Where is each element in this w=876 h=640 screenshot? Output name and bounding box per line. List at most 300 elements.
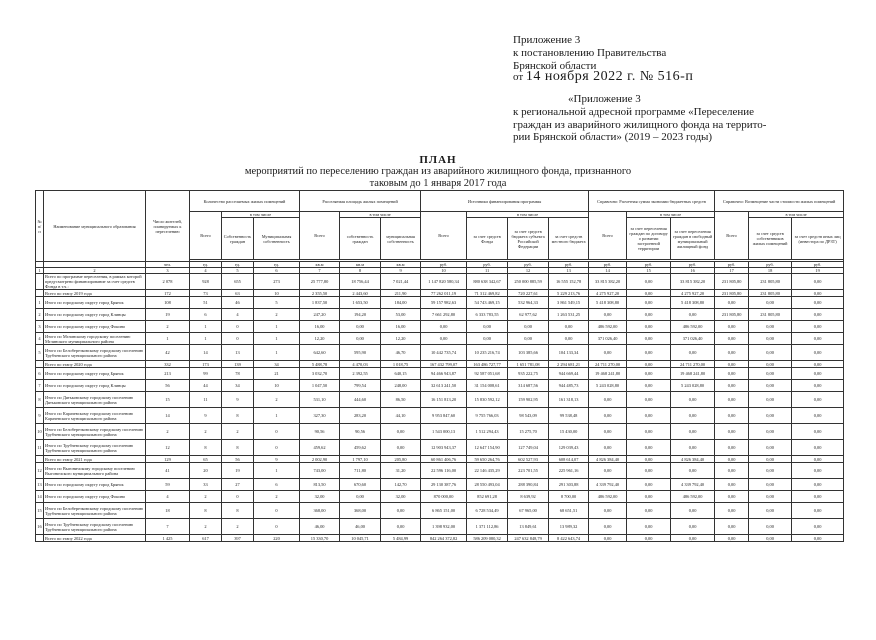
table-cell: 0,00 [627, 424, 671, 440]
table-cell: 0,00 [749, 392, 792, 408]
table-cell: 0,00 [381, 519, 421, 535]
table-cell: 62 977,62 [508, 309, 549, 321]
table-cell: 71 312 469,82 [467, 290, 508, 297]
table-cell: 0,00 [671, 535, 715, 542]
table-cell: 327,30 [300, 408, 340, 424]
table-cell: 0,00 [589, 519, 627, 535]
table-cell: 0,00 [715, 440, 749, 456]
table-cell: 18 [146, 503, 190, 519]
table-cell: 65 [190, 456, 222, 463]
table-cell: 0,00 [792, 408, 844, 424]
th-municipal-area: муниципальная собственность [381, 218, 421, 260]
row-name: Итого по Выгоничскому городскому поселению Выгоничского муниципального района [44, 463, 146, 479]
table-cell: 0,00 [627, 408, 671, 424]
table-cell: 19 468 241,80 [589, 368, 627, 380]
table-cell: 19 [222, 463, 254, 479]
column-number-cell: 9 [381, 268, 421, 274]
table-cell: 0,00 [589, 345, 627, 361]
plan-table-body [36, 274, 844, 542]
table-cell: 0 [254, 424, 300, 440]
table-cell: 127 749,04 [508, 440, 549, 456]
unit-cell: руб. [508, 262, 549, 268]
table-cell: 0,00 [671, 424, 715, 440]
table-cell: 46,00 [340, 519, 381, 535]
th-residents: Число жителей, планируемых к переселению [146, 191, 190, 262]
table-cell: 5 [254, 297, 300, 309]
table-cell: 15 330,70 [300, 535, 340, 542]
table-cell: 0,00 [749, 519, 792, 535]
table-row [36, 392, 844, 408]
row-name: Итого по городскому округу город Фокино [44, 491, 146, 503]
table-cell: 0,00 [749, 345, 792, 361]
table-cell: 0,00 [589, 309, 627, 321]
th-no: № п/п [36, 191, 44, 262]
table-cell: 78 [222, 368, 254, 380]
table-cell: 32,00 [300, 491, 340, 503]
table-cell: 0,00 [792, 290, 844, 297]
table-cell: 129 039,43 [549, 440, 589, 456]
row-name: Итого по городскому округу город Фокино [44, 321, 146, 333]
table-cell: 60 861 406,76 [421, 456, 467, 463]
table-cell: 9 755 766,03 [467, 408, 508, 424]
table-cell: 0,00 [792, 535, 844, 542]
table-cell: 870 000,00 [421, 491, 467, 503]
table-row [36, 456, 844, 463]
table-cell: 0,00 [749, 424, 792, 440]
table-cell: 25 777,80 [300, 274, 340, 290]
table-cell: 0,00 [715, 503, 749, 519]
table-cell: 24 711 270,00 [589, 361, 627, 368]
row-name: Итого по городскому округу город Брянск [44, 297, 146, 309]
plan-title: ПЛАН [419, 154, 457, 166]
table-cell: 184,00 [381, 297, 421, 309]
table-row [36, 440, 844, 456]
table-cell: 34 [222, 380, 254, 392]
table-cell: 16 151 813,20 [421, 392, 467, 408]
table-cell: 0,00 [381, 503, 421, 519]
table-cell: 2 [254, 392, 300, 408]
table-cell: 0,00 [792, 274, 844, 290]
table-cell: 32 613 241,50 [421, 380, 467, 392]
column-number-cell: 2 [44, 268, 146, 274]
row-number: 11 [36, 440, 44, 456]
table-cell: 0,00 [715, 456, 749, 463]
table-row [36, 491, 844, 503]
th-rooms-group: Количество расселяемых жилых помещений [190, 191, 300, 212]
table-cell: 5 418 308,80 [589, 297, 627, 309]
table-cell: 1 [190, 321, 222, 333]
table-cell: 813,50 [300, 479, 340, 491]
th-ref2-a: за счет средств собственников жилых помещений [749, 218, 792, 260]
table-cell: 617 [190, 535, 222, 542]
table-cell: 90,56 [300, 424, 340, 440]
th-own-citizens: Собственность граждан [222, 218, 254, 260]
table-cell: 0,00 [627, 290, 671, 297]
table-cell: 24 711 270,00 [671, 361, 715, 368]
table-cell: 0,00 [671, 345, 715, 361]
table-cell: 16 555 152,78 [549, 274, 589, 290]
table-row [36, 519, 844, 535]
table-cell: 0,00 [627, 503, 671, 519]
table-cell: 67 965,00 [508, 503, 549, 519]
table-cell: 314 687,56 [508, 380, 549, 392]
table-cell: 31 154 008,61 [467, 380, 508, 392]
table-cell: 2 [254, 491, 300, 503]
plan-table [35, 190, 844, 542]
unit-cell: руб. [627, 262, 671, 268]
table-cell: 4 826 384,40 [589, 456, 627, 463]
table-cell: 14 [146, 408, 190, 424]
table-cell: 0,00 [589, 408, 627, 424]
table-cell: 0,00 [715, 463, 749, 479]
row-name: Итого по городскому округу город Клинцы [44, 309, 146, 321]
table-cell: 880 638 342,67 [467, 274, 508, 290]
table-cell: 586 209 080,32 [467, 535, 508, 542]
table-cell: 4 [146, 491, 190, 503]
table-cell: 0,00 [340, 333, 381, 345]
table-cell: 7 [146, 519, 190, 535]
table-cell: 31,20 [381, 463, 421, 479]
table-cell: 5 229 213,76 [549, 290, 589, 297]
row-number [36, 361, 44, 368]
table-cell: 0,00 [792, 519, 844, 535]
table-cell: 7 021,44 [381, 274, 421, 290]
table-cell: 63 [222, 290, 254, 297]
table-cell: 213 [146, 368, 190, 380]
table-cell: 944 669,44 [549, 368, 589, 380]
table-cell: 14 [190, 345, 222, 361]
table-cell: 4 339 792,40 [589, 479, 627, 491]
table-cell: 0,00 [715, 333, 749, 345]
th-ref1-group: Справочно: Расчетная сумма экономии бюджетных средств [589, 191, 715, 212]
table-cell: 3 861 549,15 [549, 297, 589, 309]
table-cell: 4 275 927,20 [671, 290, 715, 297]
table-cell: 602 527,93 [508, 456, 549, 463]
row-number: 16 [36, 519, 44, 535]
table-row [36, 321, 844, 333]
table-cell: 0,00 [749, 463, 792, 479]
row-name: Всего по этапу 2020 года [44, 361, 146, 368]
table-cell: 0,00 [715, 392, 749, 408]
table-cell: 10 442 735,74 [421, 345, 467, 361]
table-cell: 0 [254, 503, 300, 519]
table-cell: 2 002,90 [300, 456, 340, 463]
table-cell: 46,00 [300, 519, 340, 535]
table-cell: 368,00 [300, 503, 340, 519]
table-cell: 0,00 [671, 309, 715, 321]
th-ref2-group: Справочно: Возмещение части стоимости жилых помещений [715, 191, 844, 212]
table-cell: 0,00 [792, 368, 844, 380]
column-number-cell: 8 [340, 268, 381, 274]
row-name: Итого по Карачевскому городскому поселению Карачевского муниципального района [44, 408, 146, 424]
table-cell: 8 700,00 [549, 491, 589, 503]
th-ref2-total: Всего [715, 212, 749, 260]
table-cell: 0,00 [589, 463, 627, 479]
table-cell: 935 222,75 [508, 368, 549, 380]
table-cell: 0,00 [508, 333, 549, 345]
table-cell: 68 651,51 [549, 503, 589, 519]
table-cell: 205,80 [381, 456, 421, 463]
table-cell: 33 815 382,20 [589, 274, 627, 290]
header-line-3: Брянской области [513, 60, 597, 72]
table-cell: 0,00 [792, 321, 844, 333]
table-cell: 44,10 [381, 408, 421, 424]
table-cell: 0,00 [792, 345, 844, 361]
table-cell: 0,00 [792, 440, 844, 456]
row-number: 12 [36, 463, 44, 479]
table-cell: 0,00 [589, 503, 627, 519]
table-cell: 0 [254, 519, 300, 535]
table-cell: 231 805,80 [749, 290, 792, 297]
table-cell: 0,00 [589, 440, 627, 456]
table-cell: 54 743 469,15 [467, 297, 508, 309]
th-rooms-total: Всего [190, 212, 222, 260]
table-cell: 19 [146, 309, 190, 321]
table-cell: 2 294 681,21 [549, 361, 589, 368]
table-cell: 0,00 [671, 503, 715, 519]
table-cell: 12 [146, 440, 190, 456]
table-cell: 0,00 [589, 392, 627, 408]
table-cell: 0,00 [715, 519, 749, 535]
row-name: Итого по Мглинскому городскому поселению Мглинского муниципального района [44, 333, 146, 345]
table-cell: 0,00 [381, 424, 421, 440]
th-area-total: Всего [300, 212, 340, 260]
table-cell: 8 [190, 503, 222, 519]
unit-cell: ед. [254, 262, 300, 268]
table-cell: 2 078 [146, 274, 190, 290]
table-cell: 0,00 [627, 380, 671, 392]
table-row [36, 274, 844, 290]
table-cell: 231 805,80 [749, 309, 792, 321]
table-cell: 2 [222, 424, 254, 440]
table-cell: 0,00 [792, 456, 844, 463]
th-fin-incl: в том числе [467, 212, 589, 218]
table-cell: 99 538,48 [549, 408, 589, 424]
table-cell: 0,00 [749, 368, 792, 380]
table-cell: 5 243 028,80 [671, 380, 715, 392]
table-cell: 1 [146, 333, 190, 345]
table-cell: 0,00 [792, 479, 844, 491]
table-cell: 32,00 [381, 491, 421, 503]
table-cell: 10 [254, 290, 300, 297]
row-number [36, 274, 44, 290]
table-cell: 0,00 [671, 392, 715, 408]
column-number-cell: 6 [254, 268, 300, 274]
column-number-cell: 15 [627, 268, 671, 274]
table-cell: 0,00 [671, 519, 715, 535]
table-cell: 225 961,16 [549, 463, 589, 479]
row-name: Итого по Дятьковскому городскому поселению Дятьковского муниципального района [44, 392, 146, 408]
table-cell: 0,00 [421, 321, 467, 333]
table-cell: 10 235 216,74 [467, 345, 508, 361]
table-cell: 13 849,61 [508, 519, 549, 535]
table-row [36, 408, 844, 424]
table-cell: 12 647 154,90 [467, 440, 508, 456]
table-cell: 1 [254, 345, 300, 361]
unit-cell: чел. [146, 262, 190, 268]
unit-cell: руб. [467, 262, 508, 268]
table-cell: 12 903 943,37 [421, 440, 467, 456]
table-cell: 0,00 [749, 380, 792, 392]
table-cell: 0,00 [671, 408, 715, 424]
table-cell: 11 [190, 392, 222, 408]
row-number [36, 290, 44, 297]
row-number: 9 [36, 408, 44, 424]
table-cell: 247,20 [300, 309, 340, 321]
table-cell: 288 390,84 [508, 479, 549, 491]
table-cell: 92 587 051,68 [467, 368, 508, 380]
row-number: 8 [36, 392, 44, 408]
table-row [36, 297, 844, 309]
table-cell: 0,00 [421, 333, 467, 345]
table-row [36, 479, 844, 491]
table-cell: 0,00 [467, 333, 508, 345]
table-cell: 90,56 [340, 424, 381, 440]
table-cell: 42 [146, 345, 190, 361]
table-cell: 15 830 592,12 [467, 392, 508, 408]
table-cell: 4 826 384,40 [671, 456, 715, 463]
table-row [36, 333, 844, 345]
table-cell: 368,00 [340, 503, 381, 519]
table-cell: 167 432 799,07 [421, 361, 467, 368]
table-cell: 41 [146, 463, 190, 479]
table-cell: 56 [222, 456, 254, 463]
table-cell: 0,00 [549, 321, 589, 333]
table-cell: 9 [190, 408, 222, 424]
table-cell: 19 468 241,80 [671, 368, 715, 380]
table-cell: 0,00 [749, 321, 792, 333]
table-cell: 0,00 [627, 440, 671, 456]
table-cell: 0,00 [589, 424, 627, 440]
table-cell: 8 [222, 503, 254, 519]
table-cell: 459,62 [300, 440, 340, 456]
table-row [36, 309, 844, 321]
table-cell: 0,00 [749, 361, 792, 368]
unit-cell: кв.м [340, 262, 381, 268]
row-name: Всего по этапу 2022 года [44, 535, 146, 542]
table-cell: 0,00 [792, 503, 844, 519]
table-cell: 15 430,00 [549, 424, 589, 440]
table-cell: 22 596 116,00 [421, 463, 467, 479]
table-cell: 1 398 932,00 [421, 519, 467, 535]
table-cell: 0,00 [627, 479, 671, 491]
row-name: Итого по Белоберезковскому городскому поселению Трубчевского муниципального района [44, 424, 146, 440]
table-cell: 720 227,61 [508, 290, 549, 297]
table-cell: 0,00 [627, 274, 671, 290]
table-cell: 104 133,34 [549, 345, 589, 361]
th-subject-budget: за счет средств бюджета субъекта Российской Федерации [508, 218, 549, 260]
table-cell: 2 [146, 424, 190, 440]
unit-cell: руб. [715, 262, 749, 268]
header-line-2: к постановлению Правительства [513, 47, 667, 59]
row-number: 6 [36, 368, 44, 380]
row-number: 2 [36, 309, 44, 321]
table-cell: 0,00 [627, 361, 671, 368]
table-cell: 0,00 [715, 491, 749, 503]
table-cell: 0,00 [627, 535, 671, 542]
table-cell: 194,20 [340, 309, 381, 321]
table-cell: 8 [222, 408, 254, 424]
table-cell: 10 045,71 [340, 535, 381, 542]
table-cell: 46,70 [381, 345, 421, 361]
table-cell: 595,90 [340, 345, 381, 361]
table-cell: 2 [146, 321, 190, 333]
plan-subtitle-line-1: мероприятий по переселению граждан из аварийного жилищного фонда, признанного [244, 166, 632, 177]
table-cell: 640,15 [381, 368, 421, 380]
table-cell: 0,00 [749, 503, 792, 519]
table-cell: 7 661 292,80 [421, 309, 467, 321]
table-cell: 59 157 982,63 [421, 297, 467, 309]
th-ref2-b: за счет средств иных лиц (инвестора по ДРЗТ) [792, 218, 844, 260]
th-fin-total: Всего [421, 212, 467, 260]
plan-subtitle-line-2: таковым до 1 января 2017 года [369, 178, 507, 189]
table-cell: 0,00 [589, 535, 627, 542]
row-name: Всего по этапу 2021 года [44, 456, 146, 463]
table-cell: 0,00 [627, 297, 671, 309]
table-cell: 0,00 [627, 345, 671, 361]
th-municipal: Муниципальная собственность [254, 218, 300, 260]
table-cell: 77 262 011,19 [421, 290, 467, 297]
table-row [36, 345, 844, 361]
table-cell: 159 902,95 [508, 392, 549, 408]
table-cell: 1 147 820 580,34 [421, 274, 467, 290]
table-cell: 852 691,28 [467, 491, 508, 503]
table-cell: 0,00 [749, 456, 792, 463]
table-cell: 59 650 264,76 [467, 456, 508, 463]
table-cell: 12,20 [300, 333, 340, 345]
table-cell: 0,00 [715, 408, 749, 424]
row-name: Итого по Трубчевскому городскому поселению Трубчевского муниципального района [44, 440, 146, 456]
table-cell: 129 [146, 456, 190, 463]
table-cell: 0,00 [792, 463, 844, 479]
table-cell: 6 333 783,55 [467, 309, 508, 321]
column-number-cell: 19 [792, 268, 844, 274]
th-rooms-incl: в том числе [222, 212, 300, 218]
table-cell: 0,00 [715, 535, 749, 542]
table-cell: 0,00 [749, 535, 792, 542]
table-cell: 2 [190, 491, 222, 503]
row-number: 3 [36, 321, 44, 333]
row-name: Итого по городскому округу город Брянск [44, 479, 146, 491]
table-cell: 8 639,92 [508, 491, 549, 503]
column-number-cell: 10 [421, 268, 467, 274]
table-cell: 743,00 [300, 463, 340, 479]
th-local-budget: за счет средств местного бюджета [549, 218, 589, 260]
table-cell: 21 [254, 368, 300, 380]
row-number: 1 [36, 297, 44, 309]
table-cell: 0,00 [381, 440, 421, 456]
th-ref1-total: Всего [589, 212, 627, 260]
table-cell: 8 422 643,74 [549, 535, 589, 542]
table-cell: 8 [190, 440, 222, 456]
table-cell: 2 [222, 519, 254, 535]
table-cell: 291 303,88 [549, 479, 589, 491]
table-cell: 0,00 [627, 309, 671, 321]
table-cell: 0,00 [749, 440, 792, 456]
table-cell: 34 [254, 361, 300, 368]
table-cell: 29 130 387,76 [421, 479, 467, 491]
table-cell: 231 805,80 [749, 274, 792, 290]
row-name: Итого по Трубчевскому городскому поселению Трубчевского муниципального района [44, 519, 146, 535]
th-finance-group: Источники финансирования программы [421, 191, 589, 212]
table-cell: 444,60 [340, 392, 381, 408]
table-cell: 2 443,60 [340, 290, 381, 297]
column-number-cell: 17 [715, 268, 749, 274]
table-cell: 459,62 [340, 440, 381, 456]
table-row [36, 361, 844, 368]
table-cell: 103 385,66 [508, 345, 549, 361]
table-cell: 161 318,13 [549, 392, 589, 408]
